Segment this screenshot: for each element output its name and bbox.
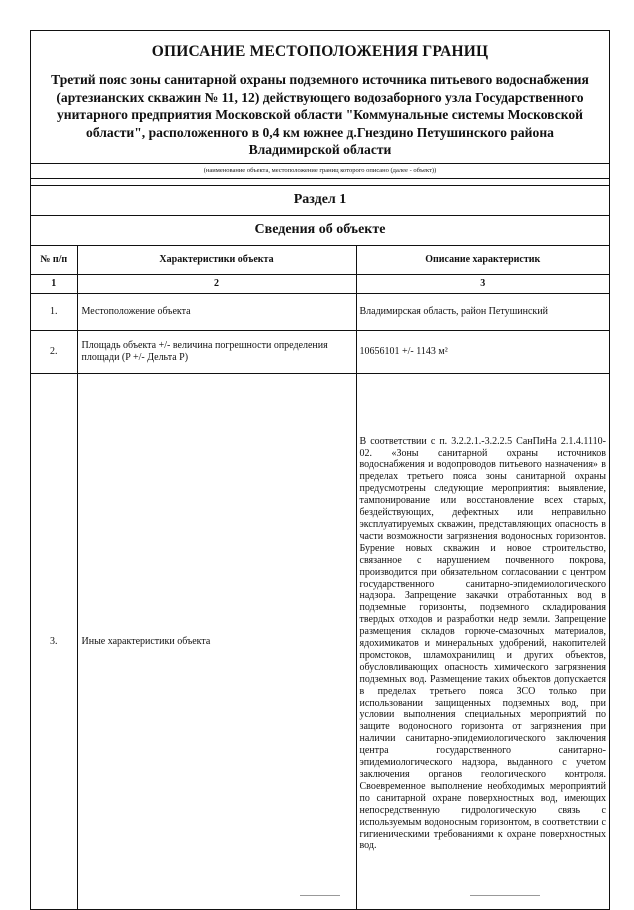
spacer-row [31,179,609,186]
row-description: В соответствии с п. 3.2.2.1.-3.2.2.5 СанПиНа 2.1.4.1110-02. «Зоны санитарной охраны источников водоснабжения и водопроводов питьевого назначения» в пределах третьего пояса зоны санитарной охраны предусмотрены следующие мероприятия: выявление, тампонирование или восстановление всех старых, бездействующих, дефектных или неправильно эксплуатируемых скважин, представляющих опасность в части возможности загрязнения водоносных горизонтов. Бурение новых скважин и новое строительство, связанное с нарушением почвенного покрова, производится при обязательном согласовании с центром государственного санитарно-эпидемиологического надзора. Запрещение закачки отработанных вод в подземные горизонты, подземного складирования твердых отходов и разработки недр земли. Запрещение размещения складов горюче-смазочных материалов, ядохимикатов и минеральных удобрений, накопителей промстоков, шламохранилищ и других объектов, обусловливающих опасность химического загрязнения подземных вод. Размещение таких объектов допускается в пределах третьего пояса ЗСО только при использовании защищенных подземных вод, при условии выполнения специальных мероприятий по защите водоносного горизонта от загрязнения при наличии санитарно-эпидемиологического заключения центра государственного санитарно-эпидемиологического надзора, выданного с учетом заключения органов геологического контроля. Своевременное выполнение необходимых мероприятий по санитарной охране поверхностных вод, имеющих непосредственную гидрологическую связь с используемым водоносным горизонтом, в соответствии с гигиеническими требованиями к охране поверхностных вод. [356,373,609,909]
object-characteristics-table [31,246,609,909]
header-description: Описание характеристик [356,246,609,275]
table-row [31,293,609,330]
table-row [31,330,609,373]
index-cell: 2 [77,274,356,293]
index-cell: 1 [31,274,77,293]
row-description: 10656101 +/- 1143 м² [356,330,609,373]
section-title: Раздел 1 [31,186,609,216]
object-caption: (наименование объекта, местоположение границ которого описано (далее - объект)) [31,164,609,179]
row-characteristic: Площадь объекта +/- величина погрешности определения площади (P +/- Дельта P) [77,330,356,373]
table-index-row [31,274,609,293]
table-header-row [31,246,609,275]
document-sheet [30,30,610,910]
table-row [31,373,609,909]
header-number: № п/п [31,246,77,275]
row-number: 3. [31,373,77,909]
scan-mark [300,895,340,896]
scan-mark [470,895,540,896]
document-title: ОПИСАНИЕ МЕСТОПОЛОЖЕНИЯ ГРАНИЦ [151,43,489,60]
title-block [31,31,609,164]
row-characteristic: Иные характеристики объекта [77,373,356,909]
header-characteristic: Характеристики объекта [77,246,356,275]
row-number: 2. [31,330,77,373]
row-number: 1. [31,293,77,330]
index-cell: 3 [356,274,609,293]
section-heading: Сведения об объекте [31,216,609,246]
row-characteristic: Местоположение объекта [77,293,356,330]
row-description: Владимирская область, район Петушинский [356,293,609,330]
document-subtitle: Третий пояс зоны санитарной охраны подземного источника питьевого водоснабжения (артезианских скважин № 11, 12) действующего водозаборного узла Государственного унитарного предприятия Московской области "Коммунальные системы Московской области", расположенного в 0,4 км южнее д.Гнездино Петушинского района Владимирской области [51,72,589,157]
